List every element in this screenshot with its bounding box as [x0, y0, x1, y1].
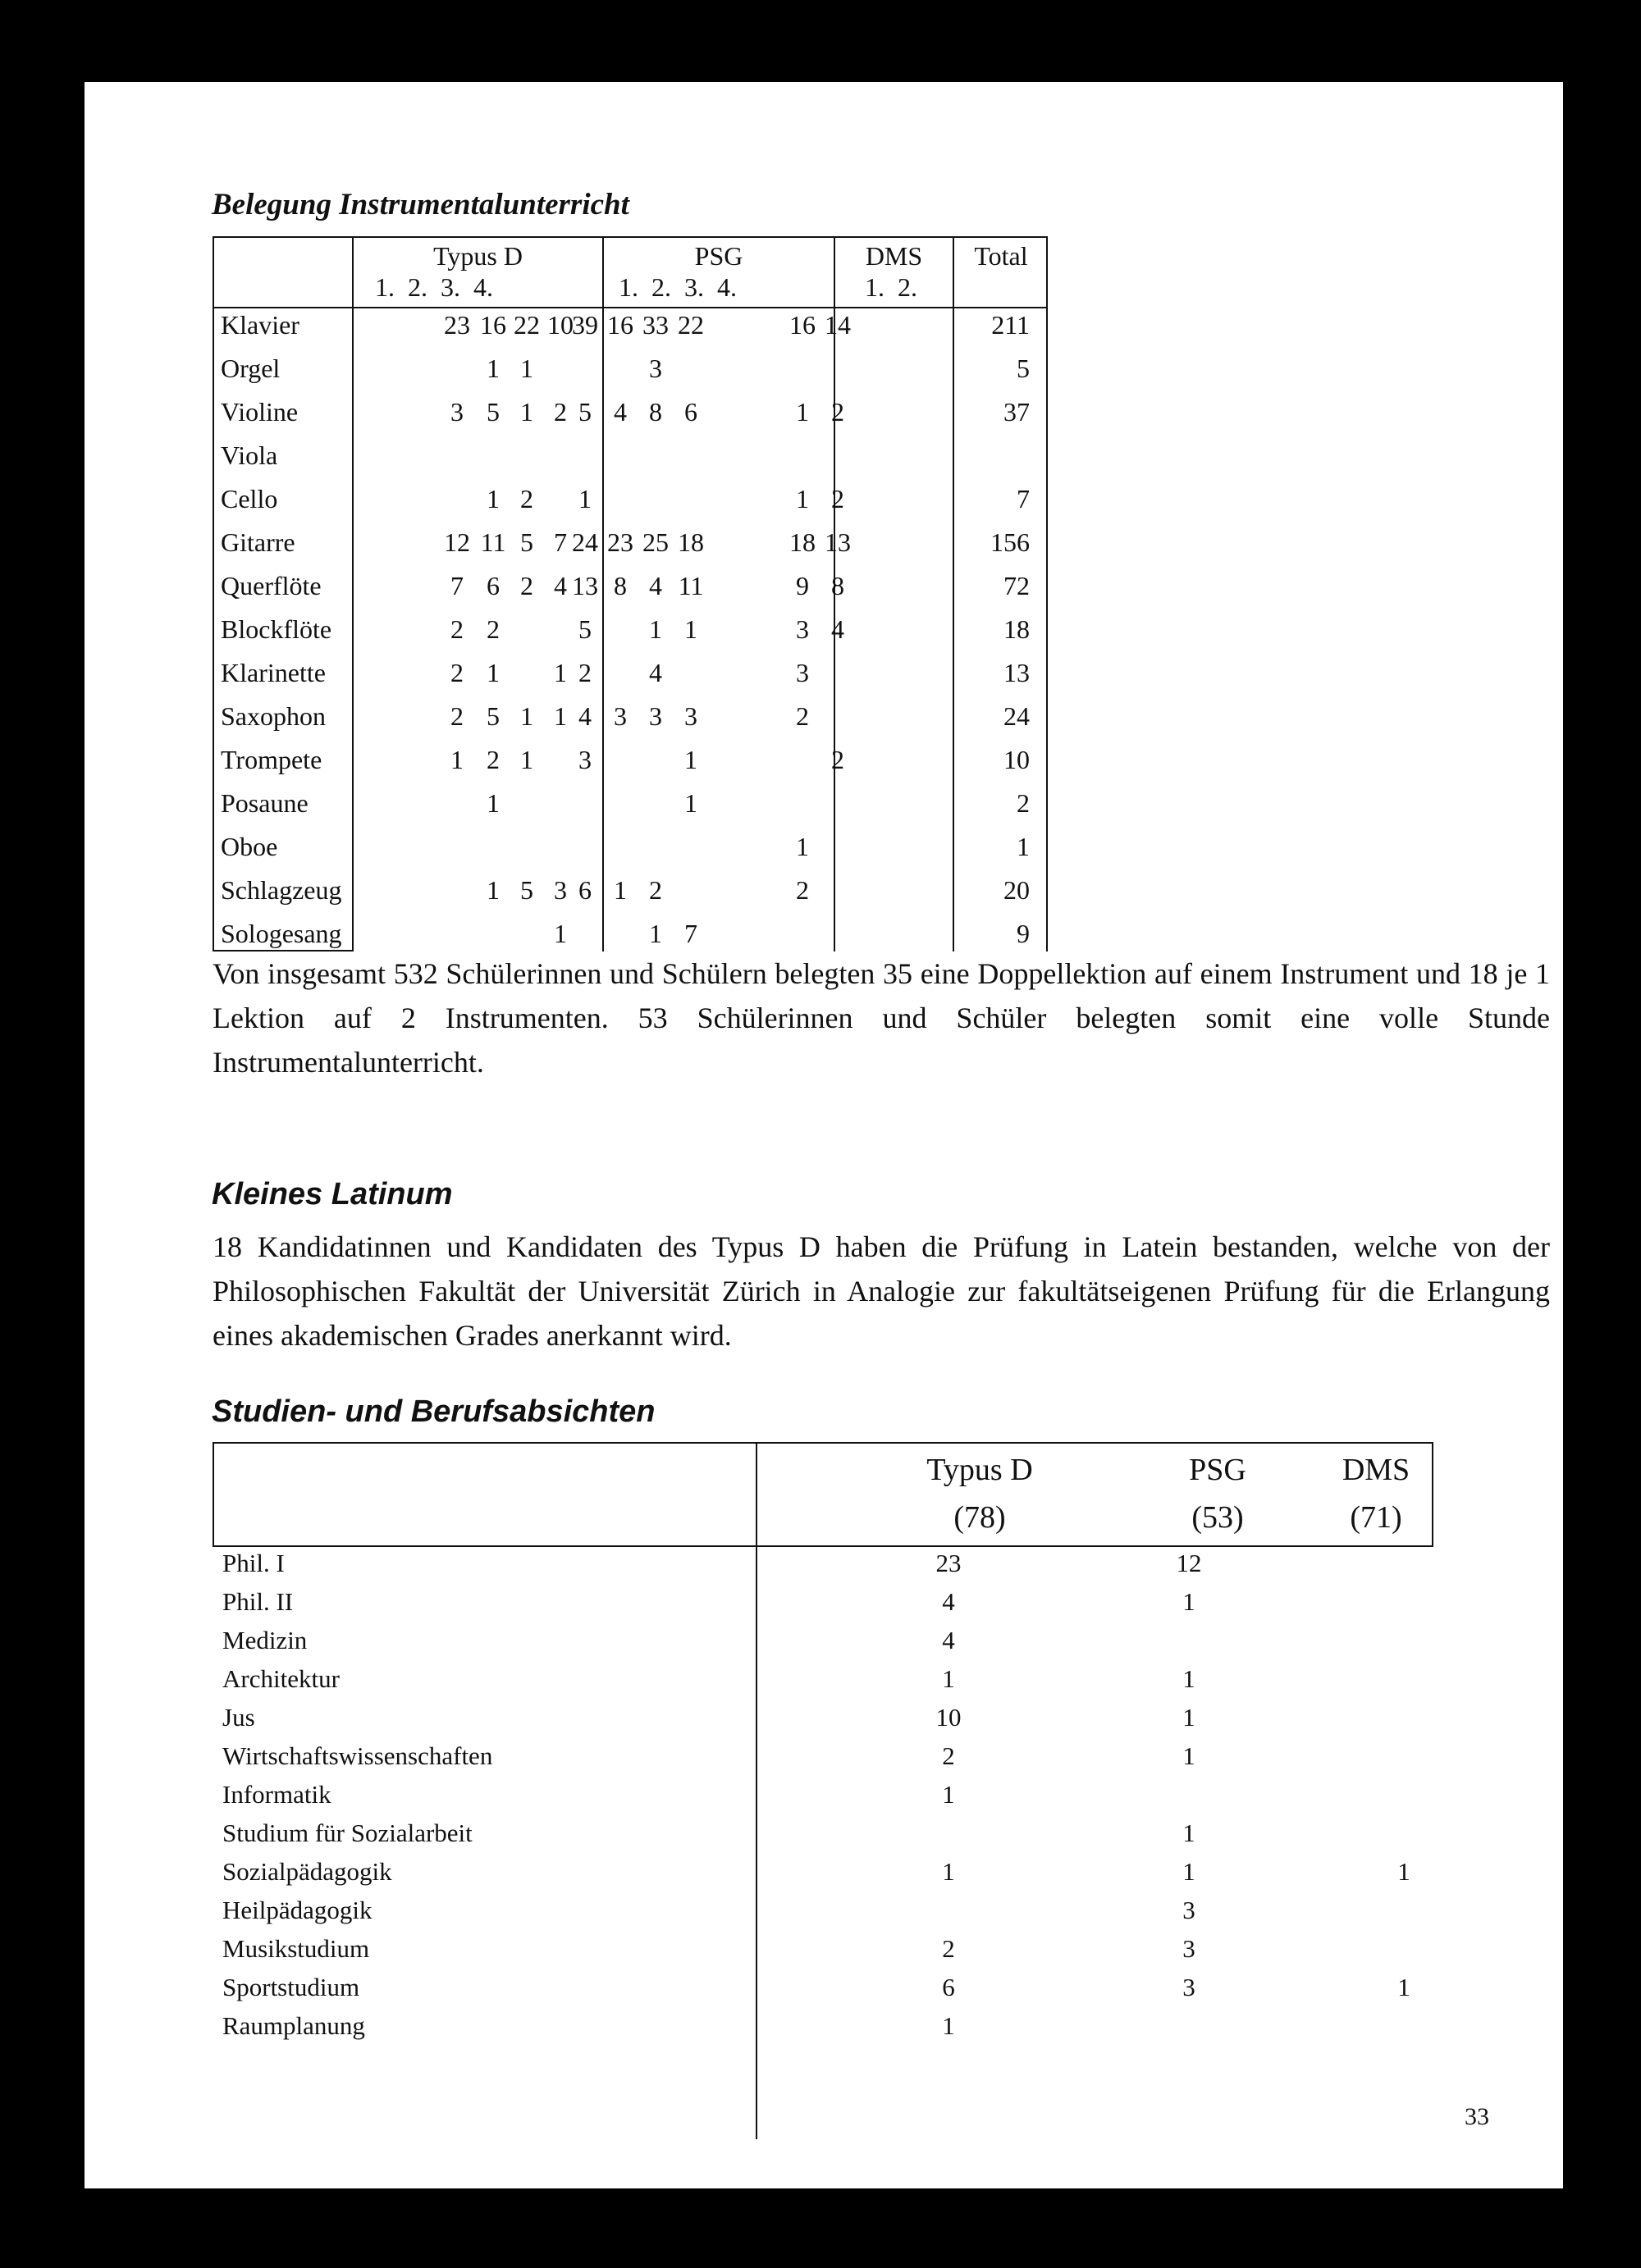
- group-sub-dms: 1. 2.: [865, 272, 917, 302]
- instrument-cell: 18: [678, 527, 704, 557]
- instrument-label: Orgel: [221, 354, 281, 383]
- studien-section-title: Studien- und Berufsabsichten: [212, 1394, 656, 1429]
- instrument-cell: 22: [678, 310, 704, 340]
- instrument-cell: 3: [796, 658, 809, 687]
- study-label: Musikstudium: [222, 1934, 370, 1963]
- study-label: Studium für Sozialarbeit: [222, 1819, 473, 1847]
- instrument-cell: 2: [554, 397, 567, 427]
- study-value: 4: [942, 1626, 955, 1654]
- instrument-cell: 5: [578, 614, 592, 644]
- instrument-label: Klavier: [221, 310, 299, 340]
- instrument-cell: 6: [578, 875, 592, 905]
- study-label: Phil. I: [222, 1549, 285, 1577]
- instrument-cell: 6: [487, 571, 500, 600]
- instrument-cell: 1: [554, 658, 567, 687]
- instrument-cell: 5: [520, 527, 533, 557]
- instrument-cell: 2: [520, 484, 533, 513]
- instrument-cell: 1: [520, 701, 533, 731]
- instrument-cell: 3: [450, 397, 464, 427]
- instrument-cell: 1: [520, 397, 533, 427]
- instrument-cell: 2: [487, 745, 500, 774]
- study-value: 1: [1397, 1973, 1410, 2001]
- instrument-total: 2: [1017, 788, 1030, 818]
- instrument-cell: 5: [520, 875, 533, 905]
- instrument-cell: 11: [678, 571, 704, 600]
- study-label: Phil. II: [222, 1587, 294, 1616]
- study-label: Wirtschaftswissenschaften: [222, 1741, 493, 1770]
- instrument-label: Violine: [221, 397, 299, 427]
- instrument-cell: 8: [614, 571, 627, 600]
- instrument-cell: 3: [614, 701, 627, 731]
- instrument-label: Sologesang: [221, 919, 342, 948]
- column-header-psg: PSG: [1189, 1453, 1246, 1487]
- instrument-cell: 3: [684, 701, 697, 731]
- instrument-label: Gitarre: [221, 527, 295, 557]
- instrument-cell: 3: [578, 745, 592, 774]
- study-value: 6: [942, 1973, 955, 2001]
- study-label: Sportstudium: [222, 1973, 360, 2001]
- instrument-cell: 1: [487, 875, 500, 905]
- instrument-cell: 23: [444, 310, 470, 340]
- column-count-psg: (53): [1191, 1500, 1244, 1535]
- instrument-cell: 2: [831, 745, 844, 774]
- instrument-cell: 16: [607, 310, 633, 340]
- instrument-label: Viola: [221, 440, 278, 470]
- instrumental-table: [213, 236, 1048, 951]
- studien-table: [213, 1442, 1433, 2139]
- study-value: 1: [1397, 1857, 1410, 1886]
- instrument-cell: 10: [547, 310, 574, 340]
- study-label: Medizin: [222, 1626, 308, 1654]
- instrument-cell: 1: [796, 397, 809, 427]
- page-number: 33: [1465, 2103, 1489, 2130]
- instrument-cell: 1: [487, 788, 500, 818]
- instrumental-summary-paragraph: Von insgesamt 532 Schülerinnen und Schülern belegten 35 eine Doppellektion auf einem Instrument und 18 je 1 Lektion auf 2 Instrumenten. 53 Schülerinnen und Schüler belegten somit eine volle Stunde Instrumentalunterricht.: [213, 957, 1550, 1079]
- instrument-label: Oboe: [221, 832, 278, 861]
- instrument-cell: 1: [684, 614, 697, 644]
- instrument-cell: 2: [450, 614, 464, 644]
- instrument-cell: 24: [572, 527, 598, 557]
- study-value: 2: [942, 1934, 955, 1963]
- instrument-cell: 22: [514, 310, 540, 340]
- instrument-cell: 14: [825, 310, 851, 340]
- instrument-cell: 5: [578, 397, 592, 427]
- group-header-psg: PSG: [694, 241, 743, 271]
- study-label: Heilpädagogik: [222, 1896, 373, 1924]
- document-page: [85, 82, 1563, 2188]
- study-value: 1: [942, 1857, 955, 1886]
- instrument-total: 37: [1003, 397, 1030, 427]
- group-header-typus-d: Typus D: [433, 241, 523, 271]
- instrument-cell: 13: [825, 527, 851, 557]
- column-count-typus-d: (78): [953, 1500, 1006, 1535]
- group-header-total: Total: [974, 241, 1028, 271]
- instrument-cell: 4: [649, 658, 662, 687]
- instrument-cell: 13: [572, 571, 598, 600]
- instrument-total: 1: [1017, 832, 1030, 861]
- instrument-cell: 1: [649, 614, 662, 644]
- study-value: 1: [1182, 1703, 1195, 1732]
- instrument-total: 7: [1017, 484, 1030, 513]
- instrument-cell: 4: [831, 614, 844, 644]
- instrument-cell: 11: [480, 527, 506, 557]
- instrument-total: 20: [1003, 875, 1030, 905]
- instrument-cell: 1: [796, 832, 809, 861]
- study-value: 3: [1182, 1934, 1195, 1963]
- instrument-cell: 1: [487, 354, 500, 383]
- instrument-cell: 7: [554, 527, 567, 557]
- column-count-dms: (71): [1350, 1500, 1402, 1535]
- instrument-label: Schlagzeug: [221, 875, 342, 905]
- study-value: 1: [1182, 1857, 1195, 1886]
- instrument-cell: 2: [831, 397, 844, 427]
- instrument-label: Klarinette: [221, 658, 326, 687]
- study-value: 3: [1182, 1973, 1195, 2001]
- instrument-cell: 2: [831, 484, 844, 513]
- instrument-cell: 16: [789, 310, 816, 340]
- study-value: 1: [942, 2011, 955, 2040]
- instrument-cell: 12: [444, 527, 470, 557]
- study-value: 12: [1176, 1549, 1202, 1577]
- instrument-cell: 1: [684, 788, 697, 818]
- column-header-typus-d: Typus D: [926, 1453, 1033, 1487]
- instrument-cell: 1: [684, 745, 697, 774]
- instrument-cell: 2: [796, 875, 809, 905]
- instrument-cell: 1: [578, 484, 592, 513]
- study-value: 1: [1182, 1819, 1195, 1847]
- instrument-cell: 2: [487, 614, 500, 644]
- instrument-cell: 1: [450, 745, 464, 774]
- study-value: 1: [1182, 1741, 1195, 1770]
- instrument-cell: 1: [520, 354, 533, 383]
- instrument-total: 10: [1003, 745, 1030, 774]
- instrument-label: Cello: [221, 484, 278, 513]
- instrument-cell: 1: [649, 919, 662, 948]
- study-value: 1: [1182, 1587, 1195, 1616]
- instrument-cell: 9: [796, 571, 809, 600]
- instrument-cell: 3: [796, 614, 809, 644]
- instrument-cell: 5: [487, 701, 500, 731]
- instrument-cell: 8: [649, 397, 662, 427]
- instrument-label: Trompete: [221, 745, 322, 774]
- instrument-label: Querflöte: [221, 571, 322, 600]
- instrument-cell: 4: [614, 397, 627, 427]
- latin-section-title: Kleines Latinum: [212, 1177, 453, 1212]
- instrument-total: 72: [1003, 571, 1030, 600]
- instrument-cell: 18: [789, 527, 816, 557]
- instrument-cell: 2: [578, 658, 592, 687]
- instrument-cell: 2: [450, 658, 464, 687]
- study-value: 1: [942, 1664, 955, 1693]
- instrument-cell: 1: [487, 658, 500, 687]
- instrument-total: 9: [1017, 919, 1030, 948]
- group-sub-psg: 1. 2. 3. 4.: [619, 272, 737, 302]
- instrument-cell: 1: [796, 484, 809, 513]
- instrument-cell: 7: [450, 571, 464, 600]
- instrument-cell: 2: [520, 571, 533, 600]
- instrument-cell: 1: [520, 745, 533, 774]
- instrument-cell: 2: [649, 875, 662, 905]
- instrument-cell: 1: [554, 919, 567, 948]
- instrument-cell: 3: [649, 701, 662, 731]
- study-label: Architektur: [222, 1664, 340, 1693]
- instrument-label: Blockflöte: [221, 614, 332, 644]
- instrument-cell: 2: [450, 701, 464, 731]
- study-label: Informatik: [222, 1780, 331, 1809]
- instrument-total: 156: [990, 527, 1030, 557]
- instrument-cell: 16: [480, 310, 506, 340]
- instrument-cell: 1: [487, 484, 500, 513]
- study-value: 3: [1182, 1896, 1195, 1924]
- latin-paragraph: 18 Kandidatinnen und Kandidaten des Typus D haben die Prüfung in Latein bestanden, welche von der Philosophischen Fakultät der Universität Zürich in Analogie zur fakultätseigenen Prüfung für die Erlangung eines akademischen Grades anerkannt wird.: [213, 1230, 1550, 1352]
- instrument-cell: 33: [642, 310, 669, 340]
- column-header-dms: DMS: [1342, 1453, 1410, 1487]
- study-value: 4: [942, 1587, 955, 1616]
- group-header-dms: DMS: [865, 241, 923, 271]
- instrument-label: Saxophon: [221, 701, 326, 731]
- study-value: 1: [942, 1780, 955, 1809]
- study-label: Jus: [222, 1703, 255, 1732]
- instrument-cell: 2: [796, 701, 809, 731]
- instrument-label: Posaune: [221, 788, 309, 818]
- instrument-cell: 3: [649, 354, 662, 383]
- study-value: 23: [935, 1549, 962, 1577]
- instrument-cell: 23: [607, 527, 633, 557]
- study-value: 1: [1182, 1664, 1195, 1693]
- instrument-cell: 1: [614, 875, 627, 905]
- instrument-cell: 5: [487, 397, 500, 427]
- instrument-cell: 8: [831, 571, 844, 600]
- instrument-cell: 4: [649, 571, 662, 600]
- instrument-cell: 7: [684, 919, 697, 948]
- study-label: Sozialpädagogik: [222, 1857, 392, 1886]
- instrument-cell: 39: [572, 310, 598, 340]
- instrumental-section-title: Belegung Instrumentalunterricht: [212, 188, 629, 221]
- instrument-total: 24: [1003, 701, 1030, 731]
- instrument-cell: 3: [554, 875, 567, 905]
- study-value: 2: [942, 1741, 955, 1770]
- instrument-cell: 4: [554, 571, 567, 600]
- study-label: Raumplanung: [222, 2011, 365, 2040]
- instrument-cell: 6: [684, 397, 697, 427]
- instrument-total: 18: [1003, 614, 1030, 644]
- instrument-cell: 25: [642, 527, 669, 557]
- instrument-total: 211: [991, 310, 1030, 340]
- instrument-cell: 1: [554, 701, 567, 731]
- group-sub-typus-d: 1. 2. 3. 4.: [375, 272, 493, 302]
- study-value: 10: [935, 1703, 962, 1732]
- instrument-cell: 4: [578, 701, 592, 731]
- instrument-total: 5: [1017, 354, 1030, 383]
- instrument-total: 13: [1003, 658, 1030, 687]
